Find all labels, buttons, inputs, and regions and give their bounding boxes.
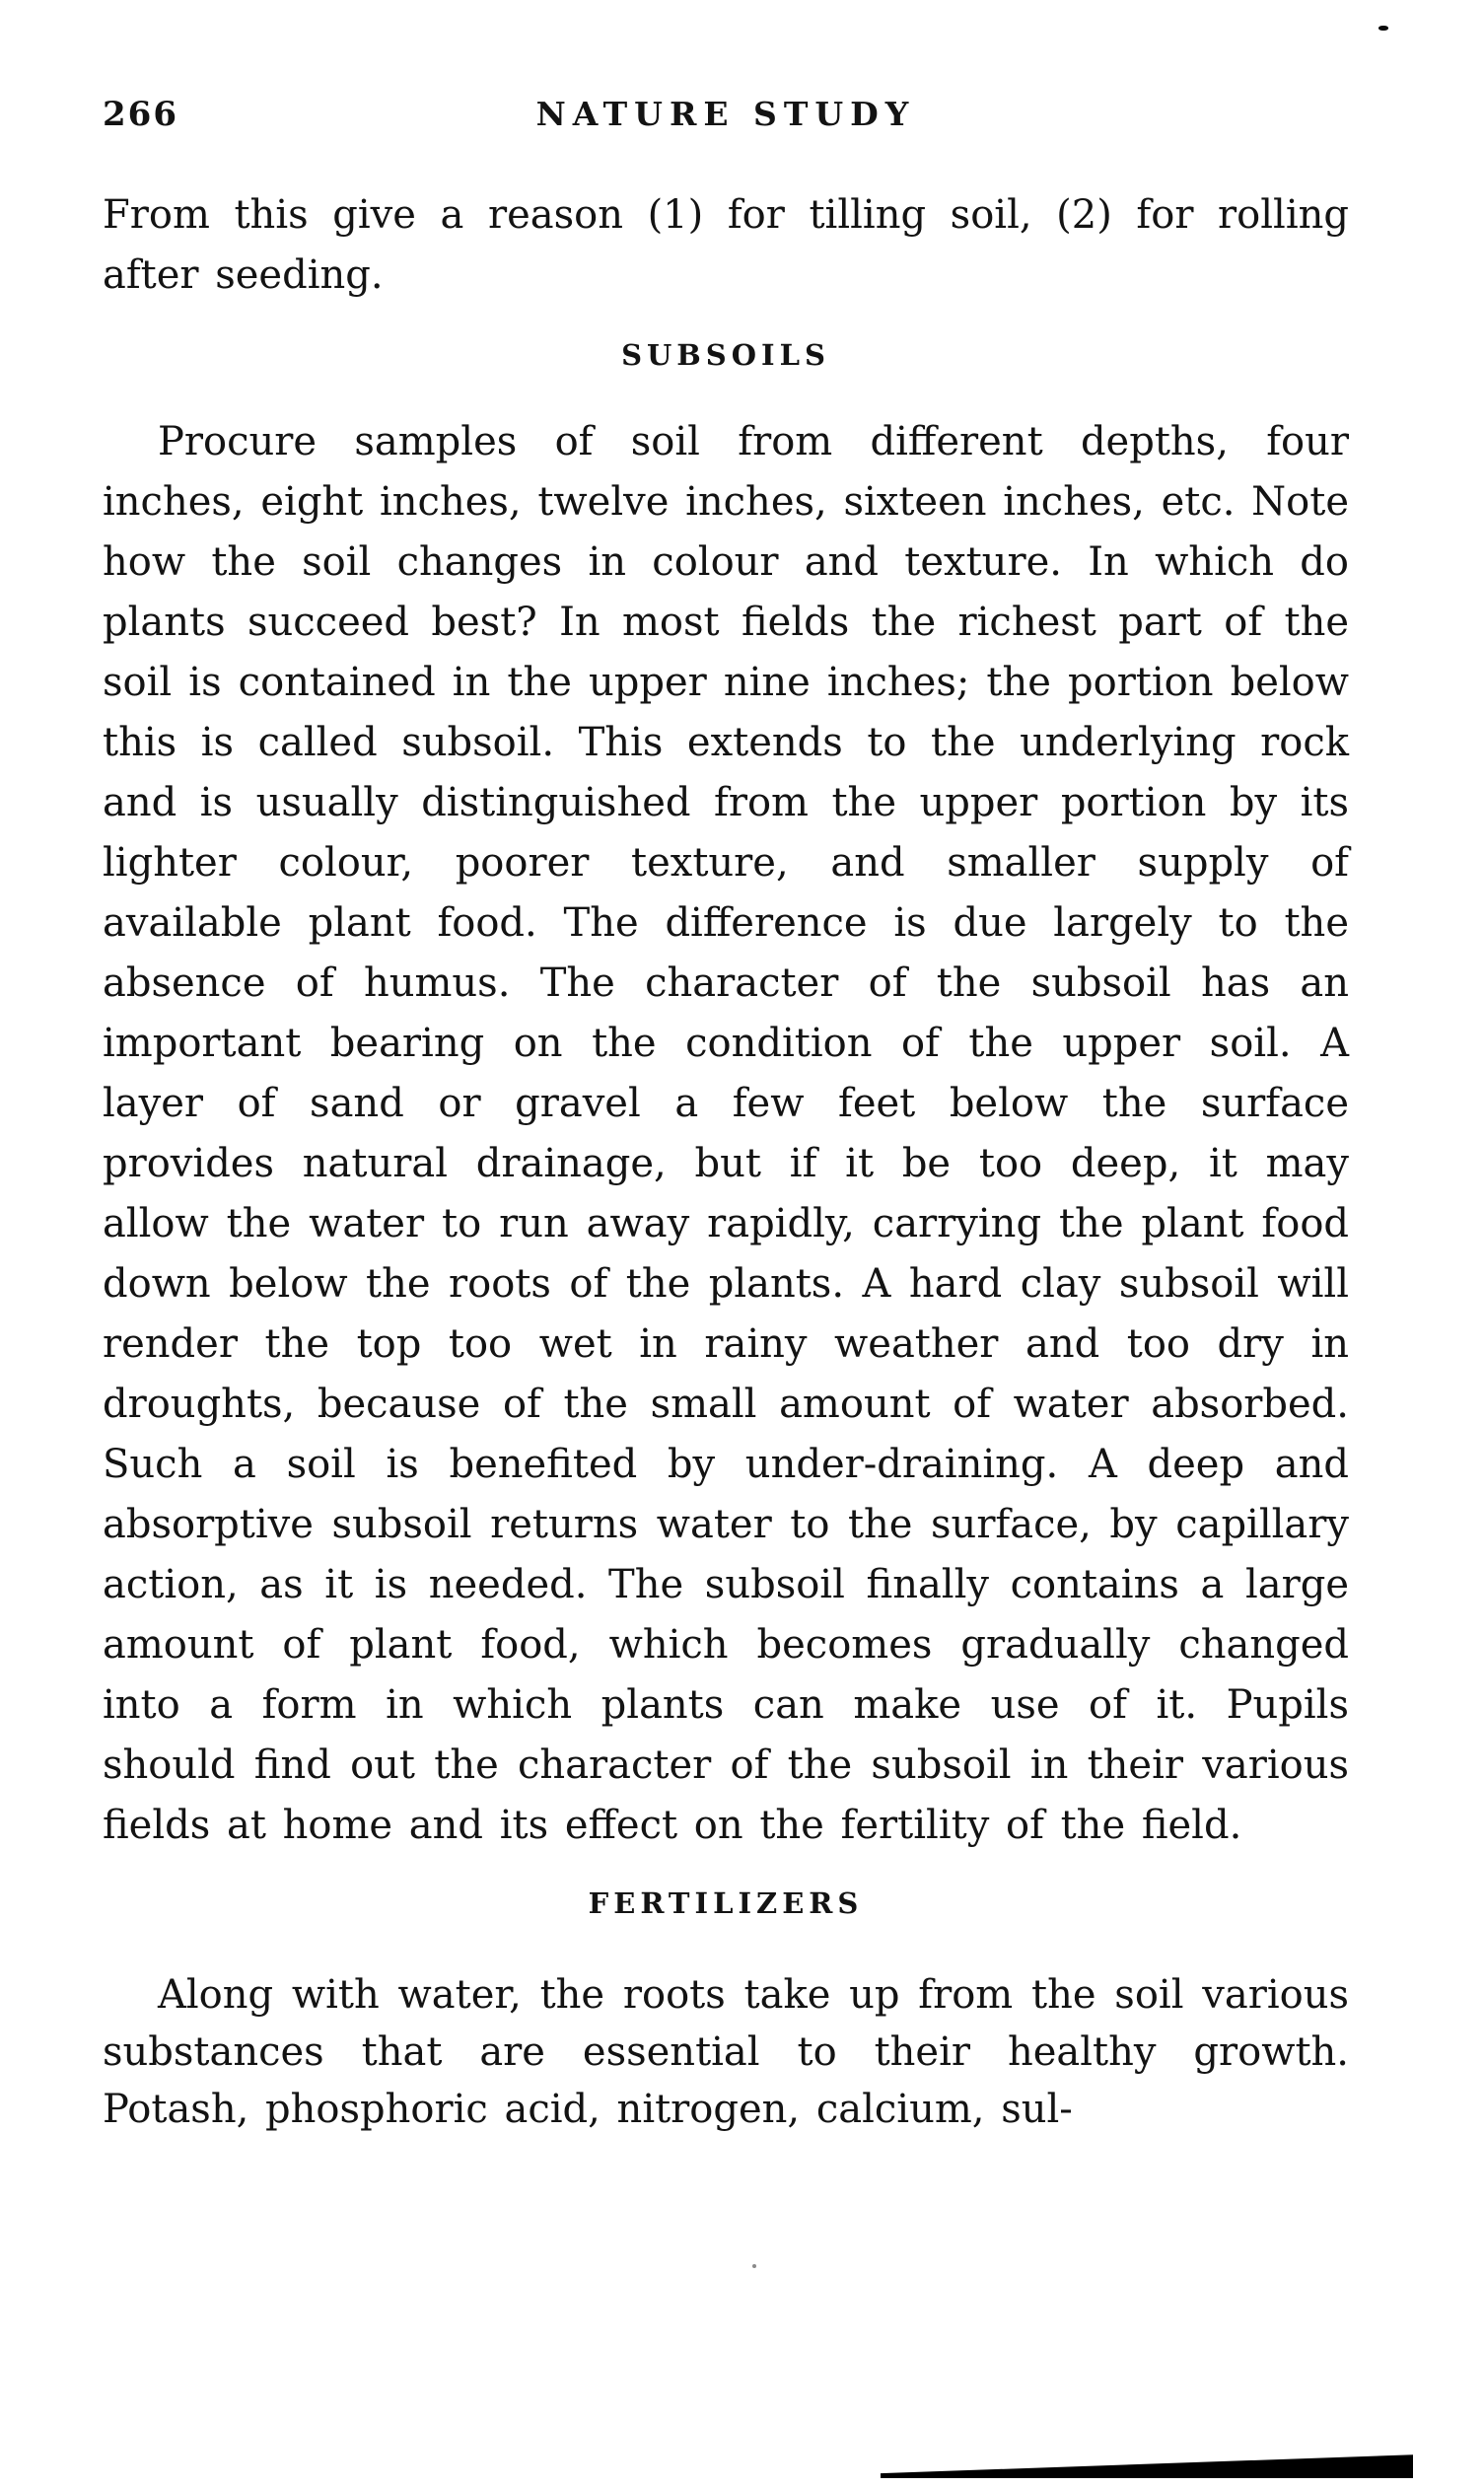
paragraph-fertilizers: Along with water, the roots take up from the soil various substances that are essential to their healthy growth. Potash, phosphoric acid, nitrogen, calcium, sul- xyxy=(103,1972,1349,2132)
paragraph-subsoils: Procure samples of soil from different depths, four inches, eight inches, twelve inches, sixteen inches, etc. Note how the soil changes in colour and texture. In which do plants succeed best? In most fields the richest part of the soil is contained in the upper nine inches; the portion below this is called subsoil. This extends to the underlying rock and is usually distinguished from the upper portion by its lighter colour, poorer texture, and smaller supply of available plant food. The difference is due largely to the absence of humus. The character of the subsoil has an important bearing on the condition of the upper soil. A layer of sand or gravel a few feet below the surface provides natural drainage, but if it be too deep, it may allow the water to run away rapidly, carrying the plant food down below the roots of the plants. A hard clay subsoil will render the top too wet in rainy weather and too dry in droughts, because of the small amount of water absorbed. Such a soil is benefited by under-draining. A deep and absorptive subsoil returns water to the surface, by capillary action, as it is needed. The subsoil finally contains a large amount of plant food, which becomes gradually changed into a form in which plants can make use of it. Pupils should find out the character of the subsoil in their various fields at home and its effect on the fertility of the field. xyxy=(103,419,1349,1848)
page-header xyxy=(103,95,1349,136)
scan-speck-icon xyxy=(1378,26,1388,31)
scan-artifact-wedge xyxy=(881,2452,1413,2478)
section-heading-fertilizers: FERTILIZERS xyxy=(588,1886,864,1920)
scan-speck-icon xyxy=(752,2264,756,2268)
paragraph-intro: From this give a reason (1) for tilling soil, (2) for rolling after seeding. xyxy=(103,192,1349,298)
text-block xyxy=(103,0,1349,2138)
section-heading-subsoils: SUBSOILS xyxy=(621,338,830,372)
page-number: 266 xyxy=(103,95,178,134)
running-title: NATURE STUDY xyxy=(535,95,916,133)
